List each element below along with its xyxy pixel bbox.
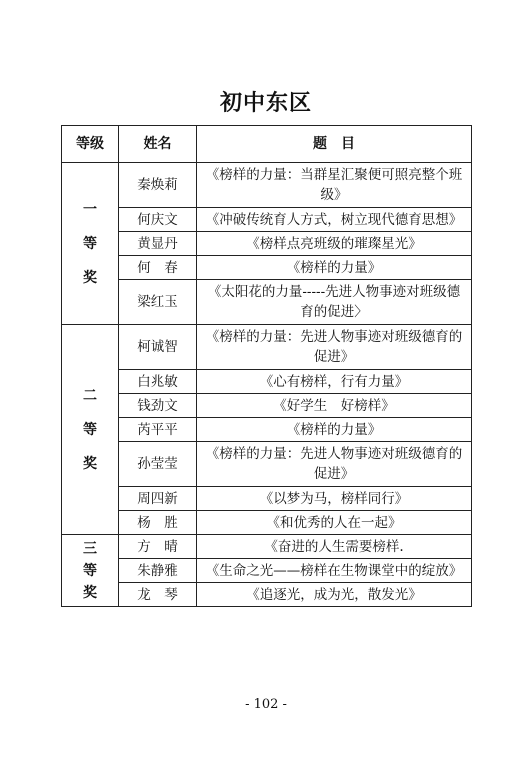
topic-cell: 《以梦为马，榜样同行》 [197, 487, 472, 511]
table-row [62, 370, 472, 394]
table-row [62, 232, 472, 256]
topic-cell: 《榜样的力量》 [197, 256, 472, 280]
table-row [62, 559, 472, 583]
topic-cell: 《榜样的力量：先进人物事迹对班级德育的促进》 [197, 442, 472, 487]
name-cell: 杨 胜 [119, 511, 197, 535]
topic-cell: 《好学生 好榜样》 [197, 394, 472, 418]
name-cell: 柯诚智 [119, 325, 197, 370]
topic-cell: 《太阳花的力量-----先进人物事迹对班级德育的促进〉 [197, 280, 472, 325]
grade-label: 一 等 奖 [83, 201, 97, 286]
table-row [62, 487, 472, 511]
topic-cell: 《冲破传统育人方式，树立现代德育思想》 [197, 208, 472, 232]
topic-cell: 《心有榜样，行有力量》 [197, 370, 472, 394]
topic-cell: 《榜样点亮班级的璀璨星光》 [197, 232, 472, 256]
header-grade: 等级 [62, 126, 119, 163]
name-cell: 黄显丹 [119, 232, 197, 256]
topic-cell: 《生命之光——榜样在生物课堂中的绽放》 [197, 559, 472, 583]
page-number: - 102 - [245, 697, 287, 712]
table-row [62, 511, 472, 535]
table-header-row [62, 126, 472, 163]
grade-cell [62, 163, 119, 325]
table-row [62, 394, 472, 418]
table-row [62, 418, 472, 442]
header-name: 姓名 [119, 126, 197, 163]
awards-body [62, 163, 472, 607]
grade-cell [62, 325, 119, 535]
topic-cell: 《榜样的力量：当群星汇聚便可照亮整个班级》 [197, 163, 472, 208]
name-cell: 何 春 [119, 256, 197, 280]
table-row [62, 583, 472, 607]
grade-label: 三 等 奖 [83, 540, 97, 601]
name-cell: 白兆敏 [119, 370, 197, 394]
topic-cell: 《追逐光，成为光，散发光》 [197, 583, 472, 607]
name-cell: 钱劲文 [119, 394, 197, 418]
table-row [62, 163, 472, 208]
name-cell: 龙 琴 [119, 583, 197, 607]
topic-cell: 《奋进的人生需要榜样. [197, 535, 472, 559]
name-cell: 方 晴 [119, 535, 197, 559]
grade-cell [62, 535, 119, 607]
name-cell: 周四新 [119, 487, 197, 511]
topic-cell: 《榜样的力量：先进人物事迹对班级德育的促进》 [197, 325, 472, 370]
name-cell: 梁红玉 [119, 280, 197, 325]
table-row [62, 325, 472, 370]
header-topic: 题 目 [197, 126, 472, 163]
page-title: 初中东区 [219, 90, 312, 116]
table-row [62, 535, 472, 559]
grade-label: 二 等 奖 [83, 387, 97, 472]
awards-table [61, 125, 472, 607]
name-cell: 朱静雅 [119, 559, 197, 583]
name-cell: 芮平平 [119, 418, 197, 442]
table-row [62, 280, 472, 325]
table-row [62, 442, 472, 487]
topic-cell: 《和优秀的人在一起》 [197, 511, 472, 535]
table-row [62, 256, 472, 280]
name-cell: 秦焕莉 [119, 163, 197, 208]
topic-cell: 《榜样的力量》 [197, 418, 472, 442]
table-row [62, 208, 472, 232]
name-cell: 何庆文 [119, 208, 197, 232]
name-cell: 孙莹莹 [119, 442, 197, 487]
